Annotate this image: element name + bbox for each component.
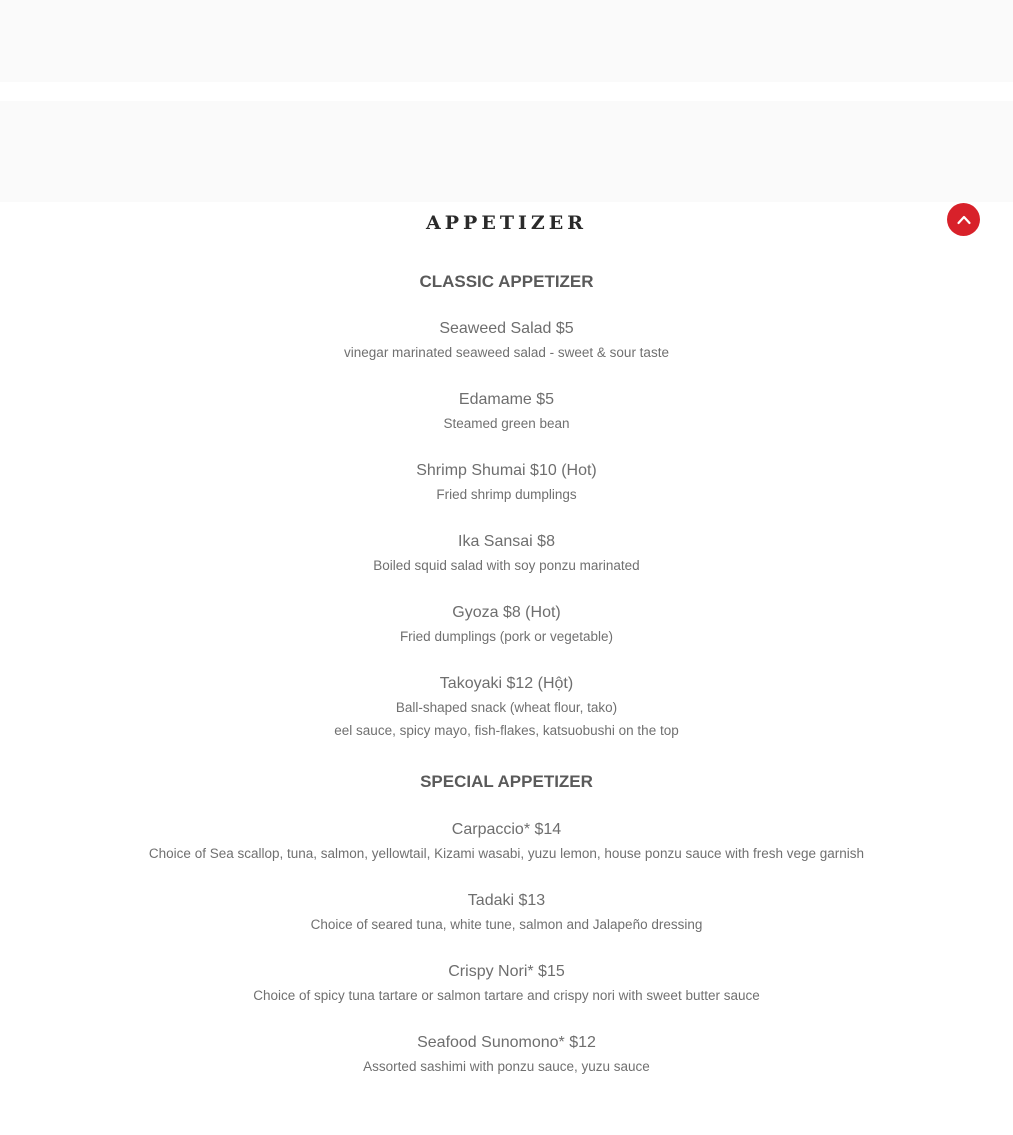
menu-item-description: Choice of spicy tuna tartare or salmon tartare and crispy nori with sweet butter sauce	[253, 988, 760, 1003]
menu-item	[0, 459, 1013, 506]
menu-item-name: Tadaki $13	[467, 892, 546, 909]
menu-item	[0, 960, 1013, 1007]
menu-item-name: Gyoza $8 (Hot)	[452, 604, 561, 621]
banner-band	[0, 101, 1013, 202]
menu-item	[0, 388, 1013, 435]
chevron-up-icon	[956, 212, 972, 228]
category-title-special: SPECIAL APPETIZER	[420, 772, 593, 791]
menu-item-description: Assorted sashimi with ponzu sauce, yuzu sauce	[363, 1059, 650, 1074]
menu-item-description: Boiled squid salad with soy ponzu marinated	[373, 558, 640, 573]
menu-item-description: vinegar marinated seaweed salad - sweet & sour taste	[344, 345, 669, 360]
menu-item	[0, 818, 1013, 865]
menu-item	[0, 889, 1013, 936]
menu-item-description: Ball-shaped snack (wheat flour, tako)	[395, 700, 618, 715]
menu-list	[0, 266, 1013, 1102]
menu-item-name: Takoyaki $12 (Hột)	[439, 675, 574, 692]
menu-item-name: Crispy Nori* $15	[448, 963, 565, 980]
menu-item	[0, 1031, 1013, 1078]
menu-item-name: Edamame $5	[458, 391, 555, 408]
menu-item	[0, 672, 1013, 742]
menu-item-name: Ika Sansai $8	[458, 533, 555, 550]
menu-item-description: eel sauce, spicy mayo, fish-flakes, katsuobushi on the top	[334, 723, 679, 738]
menu-item-name: Seafood Sunomono* $12	[417, 1034, 596, 1051]
category-title-classic: CLASSIC APPETIZER	[419, 272, 594, 291]
menu-item-name: Shrimp Shumai $10 (Hot)	[416, 462, 597, 479]
header-band	[0, 0, 1013, 82]
menu-item-description: Choice of Sea scallop, tuna, salmon, yellowtail, Kizami wasabi, yuzu lemon, house ponzu sauce with fresh vege garnish	[148, 846, 865, 861]
menu-item-name: Carpaccio* $14	[451, 821, 562, 838]
menu-item-description: Choice of seared tuna, white tune, salmon and Jalapeño dressing	[310, 917, 703, 932]
menu-item-description: Steamed green bean	[443, 416, 570, 431]
menu-item-description: Fried shrimp dumplings	[436, 487, 577, 502]
section-title: APPETIZER	[426, 212, 587, 234]
menu-item	[0, 317, 1013, 364]
scroll-to-top-button[interactable]	[947, 203, 980, 236]
menu-item-description: Fried dumplings (pork or vegetable)	[399, 629, 614, 644]
menu-item	[0, 530, 1013, 577]
menu-item	[0, 601, 1013, 648]
menu-item-name: Seaweed Salad $5	[439, 320, 574, 337]
